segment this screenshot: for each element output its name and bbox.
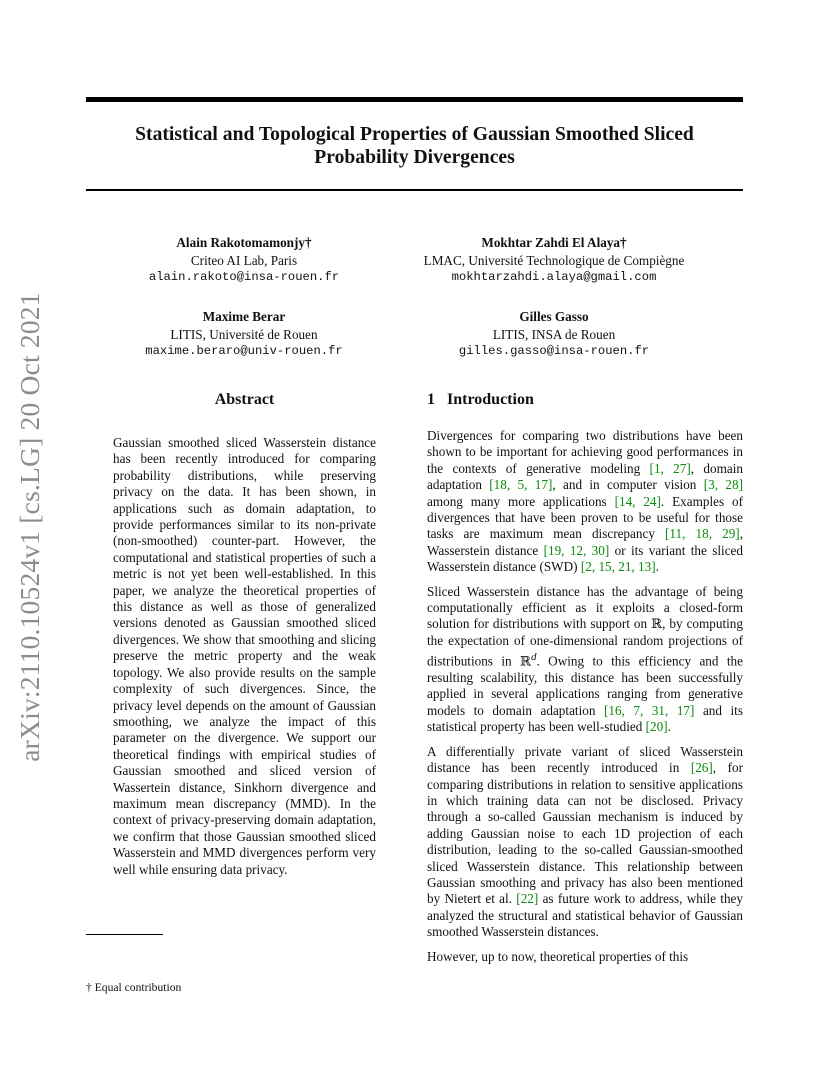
text-run: Divergences for comparing two distributions have been shown to be important for achieving good performances in the contexts of generative modeling bbox=[427, 428, 743, 476]
citation-link[interactable]: [20] bbox=[645, 719, 668, 735]
citation-link[interactable]: [3, 28] bbox=[703, 477, 743, 493]
citation-link[interactable]: [16, 7, 31, 17] bbox=[603, 702, 695, 718]
text-run: as future work to address, while they analyzed the structural and statistical behavior of Gaussian smoothed Wasserstein distances. bbox=[427, 891, 743, 940]
text-run: , domain adaptation bbox=[427, 460, 743, 493]
author-name: Alain Rakotomamonjy† bbox=[176, 235, 312, 250]
text-run: , for comparing distributions in relation to sensitive applications in which training data can not be disclosed. Privacy through a so-called Gaussian mechanism is induced by adding Gaussian noise to each 1D projection of each distribution, leading to the so-called Gaussian-smoothed sliced Wasserstein distance. This relationship between Gaussian smoothing and privacy has also been mentioned by Nietert et al. bbox=[427, 760, 743, 907]
text-run: among many more applications bbox=[427, 493, 615, 509]
author-block-3 bbox=[120, 308, 368, 361]
citation-link[interactable]: [26] bbox=[690, 760, 713, 776]
abstract-text: Gaussian smoothed sliced Wasserstein distance has been recently introduced for comparing probability distributions, while preserving privacy on the data. It has been shown, in applications such as domain adaptation, to provide performances similar to its non-private (non-smoothed) counter-part. However, the computational and statistical properties of such a metric is not yet been well-established. In this paper, we analyze the theoretical properties of this distance as well as those of generalized versions denoted as Gaussian smoothed sliced divergences. We show that smoothing and slicing preserve the metric property and the weak topology. We also provide results on the sample complexity of such divergences. Since, the privacy level depends on the amount of Gaussian smoothing, we analyze the impact of this parameter on the divergence. We support our theoretical findings with empirical studies of Gaussian smoothed and sliced version of Wassertein distance, Sinkhorn divergence and maximum mean discrepancy (MMD). In the context of privacy-preserving domain adaptation, we confirm that those Gaussian smoothed sliced Wasserstein and MMD divergences perform very well while ensuring data privacy. bbox=[113, 435, 376, 877]
citation-link[interactable]: [2, 15, 21, 13] bbox=[580, 559, 656, 575]
text-run: , and in computer vision bbox=[552, 477, 704, 493]
intro-paragraph-3 bbox=[427, 744, 743, 941]
citation-link[interactable]: [19, 12, 30] bbox=[543, 542, 610, 558]
text-run: , Wasserstein distance bbox=[427, 526, 743, 558]
text-run: . bbox=[667, 719, 671, 735]
arxiv-identifier: arXiv:2110.10524v1 [cs.LG] 20 Oct 2021 bbox=[14, 292, 45, 762]
intro-heading: 1 Introduction bbox=[427, 391, 534, 408]
intro-body bbox=[427, 428, 743, 965]
text-run: or its variant the sliced Wasserstein distance (SWD) bbox=[427, 542, 743, 575]
footnote: † Equal contribution bbox=[86, 981, 182, 994]
author-email: gilles.gasso@insa-rouen.fr bbox=[458, 344, 650, 358]
author-email: alain.rakoto@insa-rouen.fr bbox=[148, 270, 340, 284]
intro-paragraph-4: However, up to now, theoretical properties of this bbox=[427, 948, 689, 964]
author-affiliation: LMAC, Université Technologique de Compiègne bbox=[423, 252, 685, 268]
abstract-heading: Abstract bbox=[214, 391, 275, 408]
author-block-2 bbox=[398, 234, 710, 287]
author-block-4 bbox=[398, 308, 710, 361]
author-name: Maxime Berar bbox=[202, 309, 286, 324]
author-affiliation: LITIS, Université de Rouen bbox=[170, 326, 318, 342]
intro-paragraph-1 bbox=[427, 428, 743, 576]
intro-paragraph-2 bbox=[427, 584, 743, 736]
citation-link[interactable]: [22] bbox=[516, 891, 539, 907]
text-run: A differentially private variant of sliced Wasserstein distance has been recently introduced in bbox=[427, 743, 743, 776]
author-affiliation: Criteo AI Lab, Paris bbox=[190, 252, 298, 268]
author-email: mokhtarzahdi.alaya@gmail.com bbox=[451, 270, 657, 284]
citation-link[interactable]: [1, 27] bbox=[649, 460, 691, 476]
citation-link[interactable]: [18, 5, 17] bbox=[489, 477, 553, 493]
abstract-body bbox=[113, 435, 376, 878]
title-bottom-rule bbox=[86, 189, 743, 191]
footnote-rule bbox=[86, 934, 163, 935]
author-name: Gilles Gasso bbox=[519, 309, 589, 324]
text-run: Sliced Wasserstein distance has the advantage of being computationally efficient as it exploits a closed-form solution for distributions with support on ℝ, by computing the expectation of one-dimensional random projections of distributions in ℝ bbox=[427, 583, 743, 669]
text-run: . bbox=[655, 559, 659, 575]
title-top-rule bbox=[86, 97, 743, 102]
author-email: maxime.beraro@univ-rouen.fr bbox=[145, 344, 343, 358]
author-block-1 bbox=[120, 234, 368, 287]
citation-link[interactable]: [14, 24] bbox=[614, 493, 661, 509]
text-run: . Examples of divergences that have been proven to be useful for those tasks are maximum mean discrepancy bbox=[427, 493, 743, 542]
citation-link[interactable]: [11, 18, 29] bbox=[665, 526, 740, 542]
paper-title: Statistical and Topological Properties of Gaussian Smoothed Sliced Probability Divergences bbox=[135, 124, 694, 168]
superscript: d bbox=[530, 651, 537, 664]
author-name: Mokhtar Zahdi El Alaya† bbox=[481, 235, 627, 250]
text-run: . Owing to this efficiency and the resulting scalability, this distance has been successfully applied in several applications ranging from generative models to domain adaptation bbox=[427, 653, 743, 718]
author-affiliation: LITIS, INSA de Rouen bbox=[492, 326, 616, 342]
text-run: and its statistical property has been well-studied bbox=[427, 702, 743, 735]
